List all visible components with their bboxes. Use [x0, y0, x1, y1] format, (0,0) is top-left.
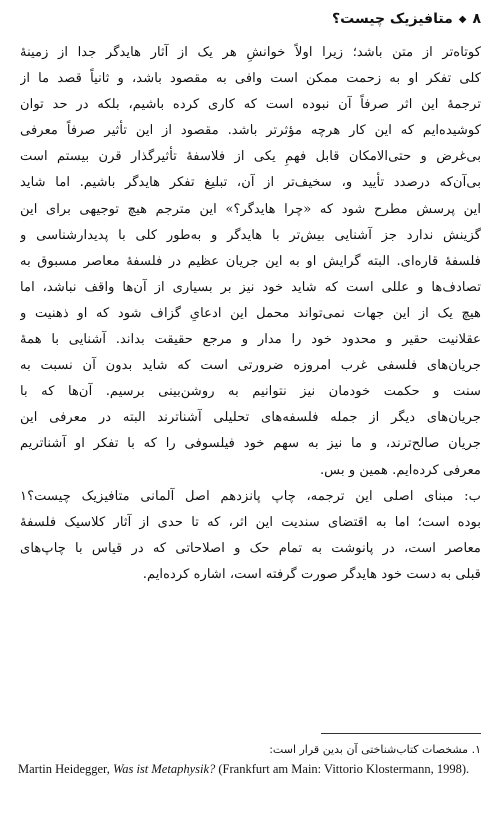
- text-line: بی‌غرض و حتی‌الامکان قابل فهمِ یکی از فلاسفهٔ تأثیرگذار قرن بیستم است: [20, 149, 481, 165]
- text-line: قبلی به دست خود هایدگر صورت گرفته است، اشاره کرده‌ایم.: [142, 566, 481, 582]
- footnote-book-title: Was ist Metaphysik?: [112, 762, 216, 776]
- text-line: جریان‌های فلسفی غرب امروزه ضرورتی است که شاید بدون آن نسبت به: [20, 358, 481, 374]
- chapter-title: متافیزیک چیست؟: [332, 11, 453, 27]
- text-line: سنت و حکمت خودمان نیز نتوانیم به روشن‌بینی برسیم. آن‌ها که با: [20, 384, 481, 400]
- text-line: عقلانیت حقیر و محدود خود را مدار و مرجع حقیقت بداند. آشنایی با همهٔ: [20, 332, 481, 348]
- text-line: ترجمهٔ این اثر صرفاً آن نبوده است که کاری کرده باشیم، بلکه در حد توان: [20, 97, 481, 113]
- text-line: این پرسش مطرح شود که «چرا هایدگر؟» این مترجم هیچ توجیهی برای این: [20, 201, 481, 217]
- page-number: ۸: [472, 11, 481, 27]
- text-line: فلسفهٔ قاره‌ای. البته گرایش او به این جریان عظیم در فلسفهٔ معاصر مسبوق به: [20, 253, 481, 269]
- text-line: ب: مبنای اصلی این ترجمه، چاپ پانزدهم اصل آلمانی متافیزیک چیست؟۱: [20, 488, 481, 504]
- footnote-divider: [321, 733, 481, 734]
- text-line: جریان‌های دیگر از جمله فلسفه‌های تحلیلی آشناترند البته در معرفی این: [20, 410, 481, 426]
- text-line: بوده است؛ اما به اقتضای سندیت این اثر، که تا حدی از آثار کلاسیک فلسفهٔ: [20, 514, 481, 530]
- footnote-reference: [18, 760, 481, 778]
- text-line: کلی تفکر او به زحمت ممکن است وافی به مقصود باشد، و ثانیاً قصد ما از: [20, 71, 481, 87]
- text-line: معرفی کرده‌ایم. همین و بس.: [319, 462, 481, 478]
- text-line: تصادف‌ها و عللی است که شاید خود نیز بر بسیاری از آن‌ها واقف نباشد، اما: [20, 279, 481, 295]
- body-text: [20, 40, 481, 588]
- footnote-author: Martin Heidegger,: [18, 762, 113, 776]
- footnote-publication: (Frankfurt am Main: Vittorio Klostermann, 1998).: [215, 762, 470, 776]
- text-line: کوشیده‌ایم که این کار هرچه مؤثرتر باشد. مقصود از این تأثیر صرفاً معرفی: [20, 123, 481, 139]
- diamond-icon: ◆: [458, 13, 467, 25]
- footnote-label: ۱. مشخصات کتاب‌شناختی آن بدین قرار است:: [269, 743, 481, 756]
- text-line: کوتاه‌تر از متن باشد؛ زیرا اولاً خوانشِ هر یک از آثار هایدگر جدا از زمینهٔ: [20, 45, 481, 60]
- text-line: هیچ یک از این جهات نمی‌تواند محمل این ادعایِ گزاف شود که او ذهنیت و: [20, 305, 481, 321]
- text-line: جریان صالح‌ترند، و ما نیز به سهم خود فیلسوفی را که با تفکر او آشناتریم: [20, 436, 481, 452]
- text-line: گزینش ندارد جز آشنایی بیش‌تر با هایدگر و به‌طور کلی با پدیدارشناسی و: [20, 227, 481, 243]
- text-line: بی‌آن‌که درصدد تأیید و، سخیف‌تر از آن، تبلیغ تفکر هایدگر باشیم. اما شاید: [20, 175, 481, 191]
- text-line: معاصر است، در پانوشت به تمام حک و اصلاحاتی که در قیاس با چاپ‌های: [20, 540, 481, 556]
- running-header: [20, 6, 481, 32]
